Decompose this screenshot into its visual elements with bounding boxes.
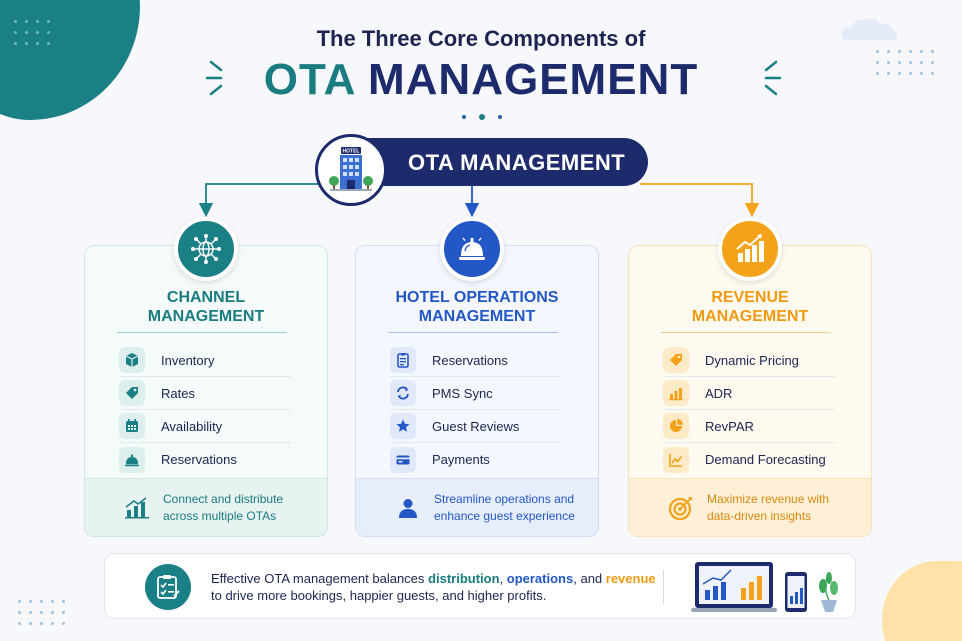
footer-line: enhance guest experience: [434, 508, 575, 523]
item-label: Rates: [161, 385, 195, 401]
item-label: ADR: [705, 385, 733, 401]
list-item: [119, 377, 291, 410]
list-item: [119, 410, 291, 443]
card-footer: [629, 478, 871, 536]
footer-line: Connect and distribute: [163, 491, 284, 506]
card-title: [629, 288, 871, 326]
card-footer: [85, 478, 327, 536]
target-icon: [663, 495, 699, 521]
list-item: [119, 443, 291, 476]
star-icon: [390, 413, 416, 439]
card-footer: [356, 478, 598, 536]
summary-text: [211, 570, 661, 604]
item-label: Payments: [432, 452, 490, 467]
card-divider: [388, 332, 558, 333]
card-footer-text: [707, 491, 867, 525]
card-title-line: MANAGEMENT: [147, 308, 265, 325]
credit-card-icon: [390, 447, 416, 473]
card-revenue-management: [628, 245, 872, 537]
connector-channel: [206, 184, 318, 210]
trend-line-icon: [663, 447, 689, 473]
card-title: [85, 288, 327, 326]
hub-label: OTA MANAGEMENT: [408, 150, 626, 175]
service-bell-icon: [119, 447, 145, 473]
clipboard-icon: [390, 347, 416, 373]
summary-line-2: to drive more bookings, happier guests, and higher profits.: [211, 588, 547, 603]
item-label: Availability: [161, 418, 223, 434]
card-divider: [117, 332, 287, 333]
card-footer-text: [163, 491, 323, 525]
summary-divider: [663, 570, 664, 604]
card-title-line: HOTEL OPERATIONS: [395, 289, 559, 306]
footer-line: across multiple OTAs: [163, 508, 277, 523]
summary-highlight-distribution: distribution: [428, 571, 500, 586]
item-label: Guest Reviews: [432, 418, 520, 434]
service-bell-icon: [440, 217, 504, 281]
item-label: Demand Forecasting: [705, 452, 826, 467]
list-item: [663, 377, 835, 410]
footer-line: Maximize revenue with: [707, 491, 830, 506]
summary-highlight-revenue: revenue: [605, 571, 656, 586]
page-title-main: MANAGEMENT: [368, 55, 699, 104]
card-footer-text: [434, 491, 594, 525]
item-label: PMS Sync: [432, 385, 493, 401]
card-divider: [661, 332, 831, 333]
price-tag-icon: [663, 347, 689, 373]
globe-network-icon: [174, 217, 238, 281]
footer-line: Streamline operations and: [434, 491, 575, 506]
hub-hotel-badge: [315, 134, 387, 206]
summary-segment: Effective OTA management balances: [211, 571, 429, 586]
card-title: [356, 288, 598, 326]
summary-line-1: [211, 570, 661, 587]
card-item-list: [390, 344, 562, 476]
box-icon: [119, 347, 145, 373]
summary-banner: [104, 553, 856, 619]
connector-revenue: [640, 184, 752, 210]
list-item: [390, 344, 562, 377]
summary-segment: , and: [573, 571, 606, 586]
card-item-list: [663, 344, 835, 476]
list-item: [390, 443, 562, 476]
item-label: Dynamic Pricing: [705, 352, 799, 368]
growth-chart-icon: [718, 217, 782, 281]
dashboard-devices-illustration: [691, 558, 851, 616]
price-tag-icon: [119, 380, 145, 406]
item-label: Reservations: [432, 352, 508, 368]
user-icon: [390, 497, 426, 519]
card-channel-management: [84, 245, 328, 537]
checklist-icon: [145, 564, 191, 610]
card-title-line: MANAGEMENT: [418, 308, 536, 325]
calendar-icon: [119, 413, 145, 439]
summary-highlight-operations: operations: [506, 571, 574, 586]
sync-icon: [390, 380, 416, 406]
card-title-line: CHANNEL: [166, 289, 246, 306]
item-label: RevPAR: [705, 418, 754, 434]
card-item-list: [119, 344, 291, 476]
card-title-line: REVENUE: [711, 289, 789, 306]
list-item: [663, 443, 835, 476]
card-hotel-operations-management: [355, 245, 599, 537]
list-item: [663, 344, 835, 377]
list-item: [390, 377, 562, 410]
list-item: [119, 344, 291, 377]
page-title-accent: OTA: [263, 55, 355, 104]
card-title-line: MANAGEMENT: [691, 308, 809, 325]
bar-chart-icon: [663, 380, 689, 406]
summary-segment: ,: [499, 571, 507, 586]
pie-chart-icon: [663, 413, 689, 439]
footer-line: data-driven insights: [707, 508, 812, 523]
page-subtitle: The Three Core Components of: [316, 26, 646, 51]
item-label: Reservations: [161, 452, 237, 467]
list-item: [390, 410, 562, 443]
hotel-building-icon: [328, 145, 374, 197]
bar-chart-icon: [119, 497, 155, 519]
item-label: Inventory: [161, 352, 215, 368]
list-item: [663, 410, 835, 443]
hotel-sign-text: HOTEL: [342, 148, 360, 155]
